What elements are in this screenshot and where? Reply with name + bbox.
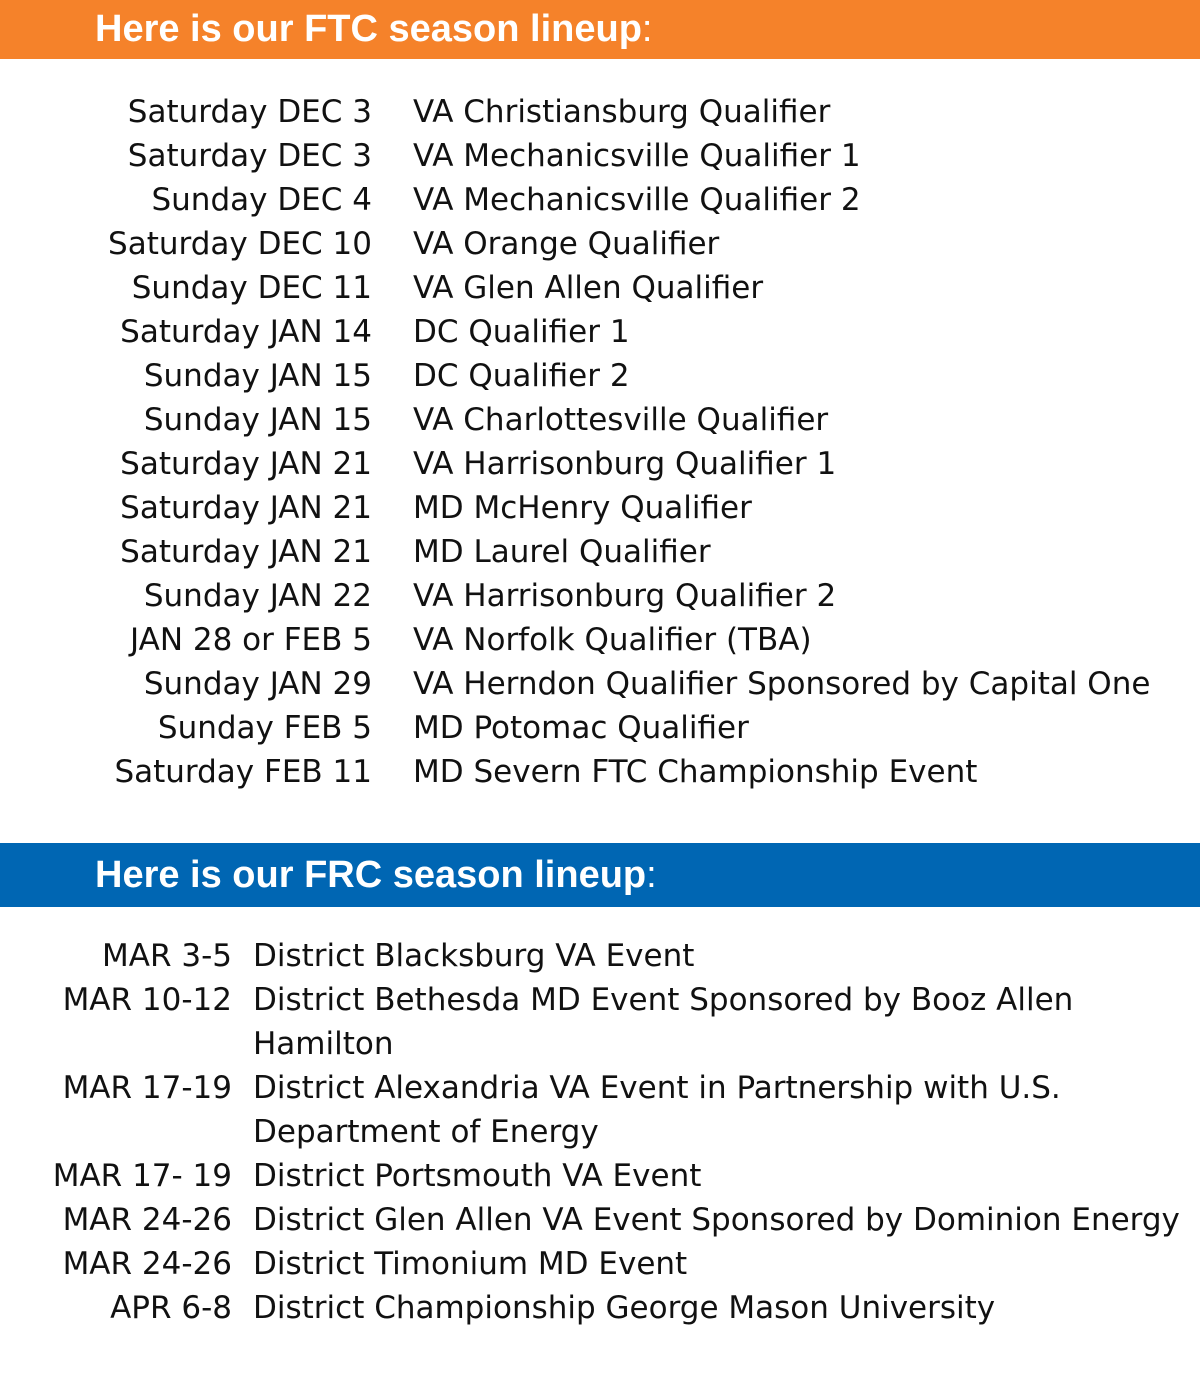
ftc-event-row xyxy=(0,178,1200,222)
ftc-event-row xyxy=(0,442,1200,486)
ftc-event-name: VA Mechanicsville Qualifier 1 xyxy=(413,138,861,174)
ftc-event-row xyxy=(0,662,1200,706)
ftc-event-row xyxy=(0,354,1200,398)
frc-event-name: District Glen Allen VA Event Sponsored by Dominion Energy xyxy=(253,1202,1180,1238)
frc-heading-colon: : xyxy=(646,853,657,896)
ftc-event-name: DC Qualifier 1 xyxy=(413,314,630,350)
ftc-season-banner xyxy=(0,0,1200,59)
ftc-event-name: VA Christiansburg Qualifier xyxy=(413,94,831,130)
ftc-event-name: MD Laurel Qualifier xyxy=(413,534,711,570)
ftc-event-date: Saturday DEC 3 xyxy=(127,94,372,130)
ftc-event-name: VA Mechanicsville Qualifier 2 xyxy=(413,182,861,218)
ftc-event-name: MD Severn FTC Championship Event xyxy=(413,754,978,790)
ftc-event-date: Sunday JAN 22 xyxy=(143,578,372,614)
frc-event-name: District Bethesda MD Event Sponsored by Booz Allen Hamilton xyxy=(253,982,1074,1062)
ftc-event-date: JAN 28 or FEB 5 xyxy=(130,622,372,658)
ftc-event-row xyxy=(0,134,1200,178)
ftc-event-name: VA Orange Qualifier xyxy=(413,226,720,262)
ftc-event-date: Sunday JAN 15 xyxy=(143,402,372,438)
frc-event-row xyxy=(0,1066,1200,1154)
ftc-event-date: Sunday JAN 29 xyxy=(143,666,372,702)
ftc-event-date: Saturday JAN 21 xyxy=(120,446,372,482)
ftc-event-date: Saturday JAN 21 xyxy=(120,490,372,526)
frc-event-name: District Portsmouth VA Event xyxy=(253,1158,702,1194)
ftc-event-date: Saturday DEC 10 xyxy=(108,226,372,262)
ftc-event-date: Sunday DEC 11 xyxy=(131,270,372,306)
ftc-event-row xyxy=(0,398,1200,442)
ftc-event-name: VA Norfolk Qualifier (TBA) xyxy=(413,622,812,658)
frc-event-row xyxy=(0,1242,1200,1286)
frc-event-name: District Alexandria VA Event in Partnership with U.S. Department of Energy xyxy=(253,1070,1061,1150)
ftc-heading-colon: : xyxy=(641,8,653,50)
ftc-event-date: Saturday JAN 14 xyxy=(120,314,372,350)
ftc-event-row xyxy=(0,486,1200,530)
ftc-event-date: Sunday FEB 5 xyxy=(157,710,372,746)
ftc-event-row xyxy=(0,530,1200,574)
ftc-event-row xyxy=(0,266,1200,310)
frc-event-list xyxy=(0,934,1200,1330)
ftc-event-list xyxy=(0,90,1200,794)
ftc-event-name: MD McHenry Qualifier xyxy=(413,490,752,526)
frc-event-name: District Timonium MD Event xyxy=(253,1246,688,1282)
ftc-event-row xyxy=(0,750,1200,794)
frc-event-date: MAR 24-26 xyxy=(62,1202,232,1238)
frc-event-name: District Blacksburg VA Event xyxy=(253,938,695,974)
ftc-event-name: VA Harrisonburg Qualifier 1 xyxy=(413,446,837,482)
ftc-event-row xyxy=(0,706,1200,750)
ftc-season-heading: Here is our FTC season lineup xyxy=(95,8,642,50)
frc-season-banner xyxy=(0,843,1200,907)
frc-event-row xyxy=(0,1198,1200,1242)
ftc-event-row xyxy=(0,222,1200,266)
frc-event-date: MAR 17- 19 xyxy=(52,1158,232,1194)
ftc-event-date: Saturday JAN 21 xyxy=(120,534,372,570)
ftc-event-name: VA Herndon Qualifier Sponsored by Capital One xyxy=(413,666,1151,702)
ftc-event-row xyxy=(0,90,1200,134)
ftc-event-date: Sunday JAN 15 xyxy=(143,358,372,394)
ftc-event-date: Saturday DEC 3 xyxy=(127,138,372,174)
frc-event-date: MAR 3-5 xyxy=(102,938,232,974)
frc-event-date: APR 6-8 xyxy=(110,1290,232,1326)
ftc-event-name: MD Potomac Qualifier xyxy=(413,710,749,746)
frc-event-date: MAR 24-26 xyxy=(62,1246,232,1282)
ftc-event-date: Saturday FEB 11 xyxy=(114,754,372,790)
frc-event-date: MAR 17-19 xyxy=(62,1070,232,1106)
ftc-event-row xyxy=(0,574,1200,618)
ftc-event-name: VA Glen Allen Qualifier xyxy=(413,270,764,306)
frc-season-heading: Here is our FRC season lineup xyxy=(95,853,647,896)
ftc-event-row xyxy=(0,310,1200,354)
ftc-event-name: VA Harrisonburg Qualifier 2 xyxy=(413,578,837,614)
ftc-event-name: VA Charlottesville Qualifier xyxy=(413,402,829,438)
frc-event-row xyxy=(0,1286,1200,1330)
ftc-event-date: Sunday DEC 4 xyxy=(151,182,372,218)
frc-event-row xyxy=(0,978,1200,1066)
frc-event-date: MAR 10-12 xyxy=(62,982,232,1018)
ftc-event-name: DC Qualifier 2 xyxy=(413,358,630,394)
frc-event-name: District Championship George Mason University xyxy=(253,1290,996,1326)
frc-event-row xyxy=(0,1154,1200,1198)
frc-event-row xyxy=(0,934,1200,978)
ftc-event-row xyxy=(0,618,1200,662)
